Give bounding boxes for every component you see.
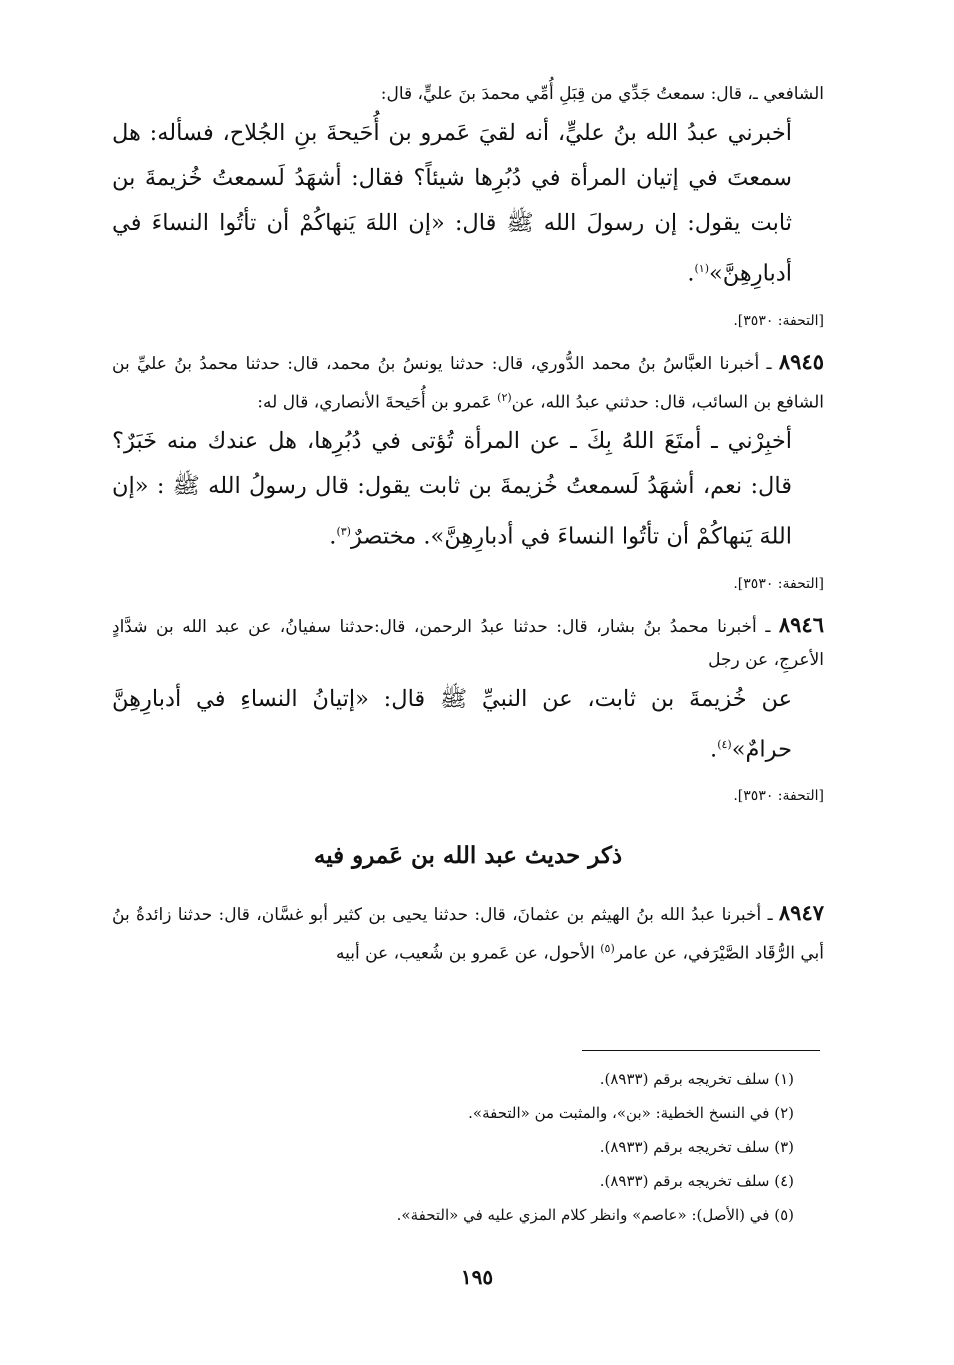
footnote-3: (٣) سلف تخريجه برقم (٨٩٣٣). [599, 1138, 794, 1156]
footnote-5: (٥) في (الأصل): «عاصم» وانظر كلام المزي عليه في «التحفة». [396, 1206, 794, 1224]
tuhfa-reference: [التحفة: ٣٥٣٠]. [733, 788, 824, 805]
hadith-number: ٨٩٤٧ [778, 900, 825, 926]
hadith-8945-matn: أخبِرْني ـ أمتَعَ اللهُ بِكَ ـ عن المرأة تُؤتى في دُبُرِها، هل عندك منه خَبَرٌ؟ قال: نعم، أشهَدُ لَسمعتُ خُزيمةَ بن ثابت يقول: قال رسولُ الله ﷺ : «إن اللهَ يَنهاكُمْ أن تأتُوا النساءَ في أدبارِهِنَّ». مختصرٌ$^{(٣)}$. [112, 428, 792, 550]
tuhfa-reference: [التحفة: ٣٥٣٠]. [733, 575, 824, 592]
footnote-marker-1: (١) [694, 262, 709, 275]
hadith-number: ٨٩٤٦ [778, 611, 824, 637]
footnote-divider [582, 1050, 820, 1051]
hadith-8947-isnad [112, 896, 824, 971]
hadith-8946-matn: عن خُزيمةَ بن ثابت، عن النبيِّ ﷺ قال: «إتيانُ النساءِ في أدبارِهِنَّ حرامٌ»$^{(٤)}$. [112, 685, 792, 763]
isnad-text: ـ أخبرنا محمدُ بنُ بشار، قال: حدثنا عبدُ الرحمن، قال:حدثنا سفيانُ، عن عبد الله بن شدَّادٍ الأعرجِ، عن رجل [112, 616, 824, 670]
footnote-2: (٢) في النسخ الخطية: «بن»، والمثبت من «التحفة». [468, 1104, 794, 1122]
footnote-marker-3: (٣) [336, 525, 351, 539]
isnad-text: ـ أخبرنا العبَّاسُ بنُ محمد الدُّوري، قال: حدثنا يونسُ بنُ محمد، قال: حدثنا محمدُ بنُ عليِّ بن الشافع بن السائب، قال: حدثني عبدُ الله، عن [112, 353, 824, 413]
matn-text: عن خُزيمةَ بن ثابت، عن النبيِّ ﷺ قال: «إتيانُ النساءِ في أدبارِهِنَّ حرامٌ» [112, 685, 792, 763]
hadith-number: ٨٩٤٥ [778, 348, 824, 374]
hadith-8945-isnad [112, 345, 824, 420]
isnad-text-end: الأحول، عن عَمرو بن شُعيب، عن أبيه [336, 943, 595, 964]
footnote-4: (٤) سلف تخريجه برقم (٨٩٣٣). [599, 1172, 794, 1190]
isnad-text-end: عَمرو بن أُحَيحةَ الأنصاري، قال له: [257, 392, 492, 413]
hadith-text-1-body: أخبرني عبدُ الله بنُ عليٍّ، أنه لقيَ عَمرو بن أُحَيحةَ بنِ الجُلاح، فسأله: هل سمعتَ في إتيان المرأة في دُبُرِها شيئاً؟ فقال: أشهَدُ لَسمعتُ خُزيمةَ بن ثابت يقول: إن رسولَ الله ﷺ قال: «إن اللهَ يَنهاكُمْ أن تأتُوا النساءَ في أدبارِهِنَّ» [112, 120, 792, 287]
footnotes [112, 1062, 824, 1232]
intro-line: الشافعي ـ، قال: سمعتُ جَدِّي من قِبَلِ أُمِّي محمدَ بنَ عليٍّ، قال: [380, 84, 824, 104]
tuhfa-reference: [التحفة: ٣٥٣٠]. [733, 312, 824, 329]
hadith-text-1: أخبرني عبدُ الله بنُ عليٍّ، أنه لقيَ عَمرو بن أُحَيحةَ بنِ الجُلاح، فسأله: هل سمعتَ في إتيان المرأة في دُبُرِها شيئاً؟ فقال: أشهَدُ لَسمعتُ خُزيمةَ بن ثابت يقول: إن رسولَ الله ﷺ قال: «إن اللهَ يَنهاكُمْ أن تأتُوا النساءَ في أدبارِهِنَّ»$^{(١)}$. [112, 120, 792, 287]
isnad-text: ـ أخبرنا عبدُ الله بنُ الهيثم بن عثمانَ، قال: حدثنا يحيى بن كثير أبو غسَّان، قال: حدثنا زائدةُ بنُ أبي الرُّقَاد الصَّيْرَفي، عن عامر [112, 905, 824, 964]
matn-text: أخبِرْني ـ أمتَعَ اللهُ بِكَ ـ عن المرأة تُؤتى في دُبُرِها، هل عندك منه خَبَرٌ؟ قال: نعم، أشهَدُ لَسمعتُ خُزيمةَ بن ثابت يقول: قال رسولُ الله ﷺ : «إن اللهَ يَنهاكُمْ أن تأتُوا النساءَ في أدبارِهِنَّ». مختصرٌ [112, 428, 792, 550]
footnote-marker-4: (٤) [717, 737, 732, 751]
page-body [112, 78, 824, 971]
footnote-1: (١) سلف تخريجه برقم (٨٩٣٣). [599, 1070, 794, 1088]
footnote-marker-5: (٥) [600, 942, 615, 956]
section-heading: ذكر حديث عبد الله بن عَمرو فيه [313, 842, 623, 870]
page-number: ١٩٥ [460, 1265, 494, 1289]
hadith-8946-isnad [112, 608, 824, 677]
footnote-marker-2: (٢) [497, 390, 512, 404]
